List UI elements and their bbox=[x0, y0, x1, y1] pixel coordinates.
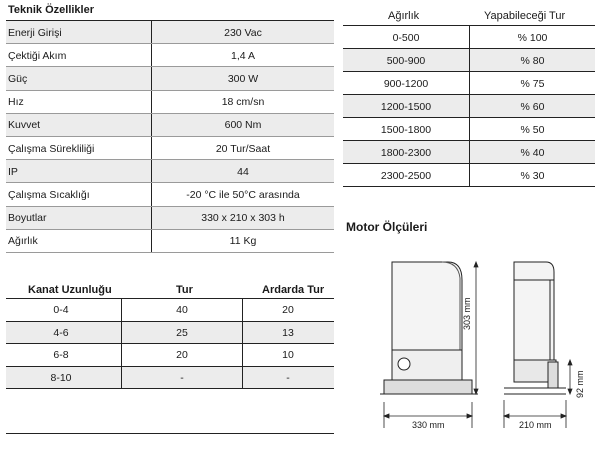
wing-consecutive: 20 bbox=[282, 304, 294, 317]
spec-label: Hız bbox=[8, 96, 24, 109]
weight-range: 2300-2500 bbox=[380, 169, 432, 182]
motor-title: Motor Ölçüleri bbox=[346, 220, 428, 234]
wing-length: 4-6 bbox=[53, 326, 69, 339]
weight-col-divider bbox=[469, 95, 470, 118]
weight-col-divider bbox=[469, 141, 470, 164]
wing-length: 8-10 bbox=[50, 371, 72, 384]
weight-col-divider bbox=[469, 118, 470, 141]
specs-header: Teknik Özellikler bbox=[8, 4, 95, 16]
spec-value: -20 °C ile 50°C arasında bbox=[186, 188, 300, 201]
weight-percent: % 75 bbox=[520, 77, 545, 90]
spec-value: 44 bbox=[237, 165, 249, 178]
specs-col-divider bbox=[151, 207, 152, 230]
weight-range: 900-1200 bbox=[383, 77, 429, 90]
wing-col-divider bbox=[121, 322, 122, 345]
specs-col-divider bbox=[151, 44, 152, 67]
wing-tur: 25 bbox=[176, 326, 188, 339]
wing-col-divider bbox=[121, 299, 122, 322]
spec-value: 1,4 A bbox=[231, 49, 255, 62]
weight-range: 1200-1500 bbox=[380, 100, 432, 113]
wing-col-divider bbox=[242, 344, 243, 367]
weight-percent: % 80 bbox=[520, 54, 545, 67]
wing-col-divider bbox=[242, 299, 243, 322]
spec-label: Ağırlık bbox=[8, 235, 38, 248]
spec-label: Kuvvet bbox=[8, 119, 41, 132]
spec-label: Enerji Girişi bbox=[8, 26, 62, 39]
wing-col-divider bbox=[242, 322, 243, 345]
weight-header-col2: Yapabileceği Tur bbox=[484, 10, 566, 22]
spec-value: 18 cm/sn bbox=[221, 96, 265, 109]
weight-col-divider bbox=[469, 72, 470, 95]
spec-label: Çektiği Akım bbox=[8, 49, 67, 62]
motor-drawing bbox=[370, 250, 595, 440]
wing-tur: - bbox=[180, 371, 184, 384]
dim-depth-label: 210 mm bbox=[519, 420, 552, 430]
specs-col-divider bbox=[151, 230, 152, 253]
spec-value: 230 Vac bbox=[224, 26, 262, 39]
weight-col-divider bbox=[469, 49, 470, 72]
specs-col-divider bbox=[151, 183, 152, 206]
wing-length: 0-4 bbox=[53, 304, 69, 317]
weight-percent: % 40 bbox=[520, 146, 545, 159]
dim-height-line bbox=[474, 262, 478, 394]
motor-side-view bbox=[504, 262, 566, 394]
weight-percent: % 30 bbox=[520, 169, 545, 182]
spec-value: 600 Nm bbox=[224, 119, 262, 132]
specs-col-divider bbox=[151, 67, 152, 90]
wing-col-divider bbox=[121, 367, 122, 390]
wing-tur: 40 bbox=[176, 304, 188, 317]
wing-tur: 20 bbox=[176, 349, 188, 362]
wing-bottom-rule bbox=[6, 433, 334, 434]
dim-base-line bbox=[568, 360, 572, 394]
weight-col-divider bbox=[469, 26, 470, 49]
dim-base-label: 92 mm bbox=[575, 370, 585, 398]
spec-value: 11 Kg bbox=[229, 235, 257, 248]
spec-label: IP bbox=[8, 165, 18, 178]
spec-label: Boyutlar bbox=[8, 212, 47, 225]
specs-col-divider bbox=[151, 21, 152, 44]
weight-row-rule bbox=[343, 186, 595, 187]
wing-col-divider bbox=[242, 367, 243, 390]
spec-value: 330 x 210 x 303 h bbox=[201, 212, 285, 225]
weight-col-divider bbox=[469, 164, 470, 187]
specs-col-divider bbox=[151, 114, 152, 137]
spec-label: Güç bbox=[8, 72, 28, 85]
wing-row-rule bbox=[6, 388, 334, 389]
spec-value: 300 W bbox=[227, 72, 259, 85]
wing-header-col1: Kanat Uzunluğu bbox=[28, 284, 112, 296]
wing-col-divider bbox=[121, 344, 122, 367]
weight-range: 0-500 bbox=[392, 31, 420, 44]
spec-value: 20 Tur/Saat bbox=[215, 142, 271, 155]
weight-percent: % 60 bbox=[520, 100, 545, 113]
wing-header-col3: Ardarda Tur bbox=[262, 284, 325, 296]
specs-col-divider bbox=[151, 91, 152, 114]
spec-label: Çalışma Sürekliliği bbox=[8, 142, 95, 155]
specs-col-divider bbox=[151, 160, 152, 183]
dim-width-label: 330 mm bbox=[412, 420, 445, 430]
wing-consecutive: 10 bbox=[282, 349, 294, 362]
weight-range: 1500-1800 bbox=[380, 123, 432, 136]
wing-header-col2: Tur bbox=[176, 284, 193, 296]
specs-row-rule bbox=[6, 252, 334, 253]
weight-range: 1800-2300 bbox=[380, 146, 432, 159]
spec-label: Çalışma Sıcaklığı bbox=[8, 188, 90, 201]
wing-consecutive: - bbox=[286, 371, 290, 384]
dim-height-label: 303 mm bbox=[462, 297, 472, 330]
weight-percent: % 100 bbox=[517, 31, 548, 44]
wing-length: 6-8 bbox=[53, 349, 69, 362]
weight-range: 500-900 bbox=[386, 54, 426, 67]
weight-percent: % 50 bbox=[520, 123, 545, 136]
weight-header-col1: Ağırlık bbox=[388, 10, 420, 22]
wing-consecutive: 13 bbox=[282, 326, 294, 339]
specs-col-divider bbox=[151, 137, 152, 160]
